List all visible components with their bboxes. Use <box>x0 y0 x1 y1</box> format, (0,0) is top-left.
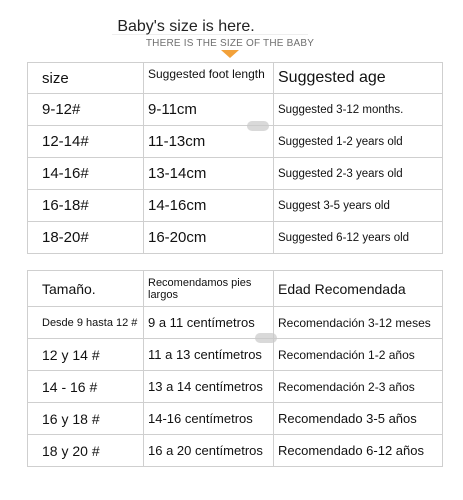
table-row <box>28 126 443 158</box>
down-arrow-icon <box>221 50 239 58</box>
size-cell: 12 y 14 # <box>28 339 144 371</box>
table-row <box>28 339 443 371</box>
age-cell: Recomendación 2-3 años <box>274 371 443 403</box>
age-cell: Recomendado 3-5 años <box>274 403 443 435</box>
table-row <box>28 371 443 403</box>
foot-length-cell: 9 a 11 centímetros <box>144 307 274 339</box>
table-separator <box>27 256 443 270</box>
foot-length-cell: 11-13cm <box>144 126 274 158</box>
foot-length-cell: 11 a 13 centímetros <box>144 339 274 371</box>
age-cell: Suggested 1-2 years old <box>274 126 443 158</box>
table-row <box>28 435 443 467</box>
size-cell: 18-20# <box>28 222 144 254</box>
table-row <box>28 94 443 126</box>
table-row <box>28 158 443 190</box>
age-cell: Recomendación 1-2 años <box>274 339 443 371</box>
foot-length-cell: 9-11cm <box>144 94 274 126</box>
size-cell: Desde 9 hasta 12 # <box>28 307 144 339</box>
foot-length-cell: 16-20cm <box>144 222 274 254</box>
table-row <box>28 307 443 339</box>
age-cell: Recomendado 6-12 años <box>274 435 443 467</box>
age-cell: Suggested 6-12 years old <box>274 222 443 254</box>
size-cell: 16-18# <box>28 190 144 222</box>
age-cell: Suggested 3-12 months. <box>274 94 443 126</box>
foot-length-cell: 14-16cm <box>144 190 274 222</box>
foot-length-cell: 13-14cm <box>144 158 274 190</box>
size-chart-spanish <box>27 270 443 467</box>
foot-length-cell: 14-16 centímetros <box>144 403 274 435</box>
size-chart-english <box>27 62 443 254</box>
header-age: Suggested age <box>274 63 443 94</box>
table-row <box>28 403 443 435</box>
age-cell: Recomendación 3-12 meses <box>274 307 443 339</box>
header-pies-largos: Recomendamos pies largos <box>144 271 274 307</box>
table-header-row <box>28 271 443 307</box>
header-tamano: Tamaño. <box>28 271 144 307</box>
table-row <box>28 190 443 222</box>
size-cell: 9-12# <box>28 94 144 126</box>
page-title: Baby's size is here. <box>117 18 255 35</box>
age-cell: Suggest 3-5 years old <box>274 190 443 222</box>
foot-length-cell: 16 a 20 centímetros <box>144 435 274 467</box>
header-foot-length: Suggested foot length <box>144 63 274 94</box>
table-row <box>28 222 443 254</box>
size-cell: 18 y 20 # <box>28 435 144 467</box>
page-subtitle: THERE IS THE SIZE OF THE BABY <box>145 38 315 49</box>
watermark-badge <box>255 333 277 343</box>
foot-length-cell: 13 a 14 centímetros <box>144 371 274 403</box>
size-cell: 14-16# <box>28 158 144 190</box>
table-header-row <box>28 63 443 94</box>
header-edad: Edad Recomendada <box>274 271 443 307</box>
size-cell: 12-14# <box>28 126 144 158</box>
size-cell: 16 y 18 # <box>28 403 144 435</box>
watermark-badge <box>247 121 269 131</box>
size-cell: 14 - 16 # <box>28 371 144 403</box>
header-size: size <box>28 63 144 94</box>
age-cell: Suggested 2-3 years old <box>274 158 443 190</box>
